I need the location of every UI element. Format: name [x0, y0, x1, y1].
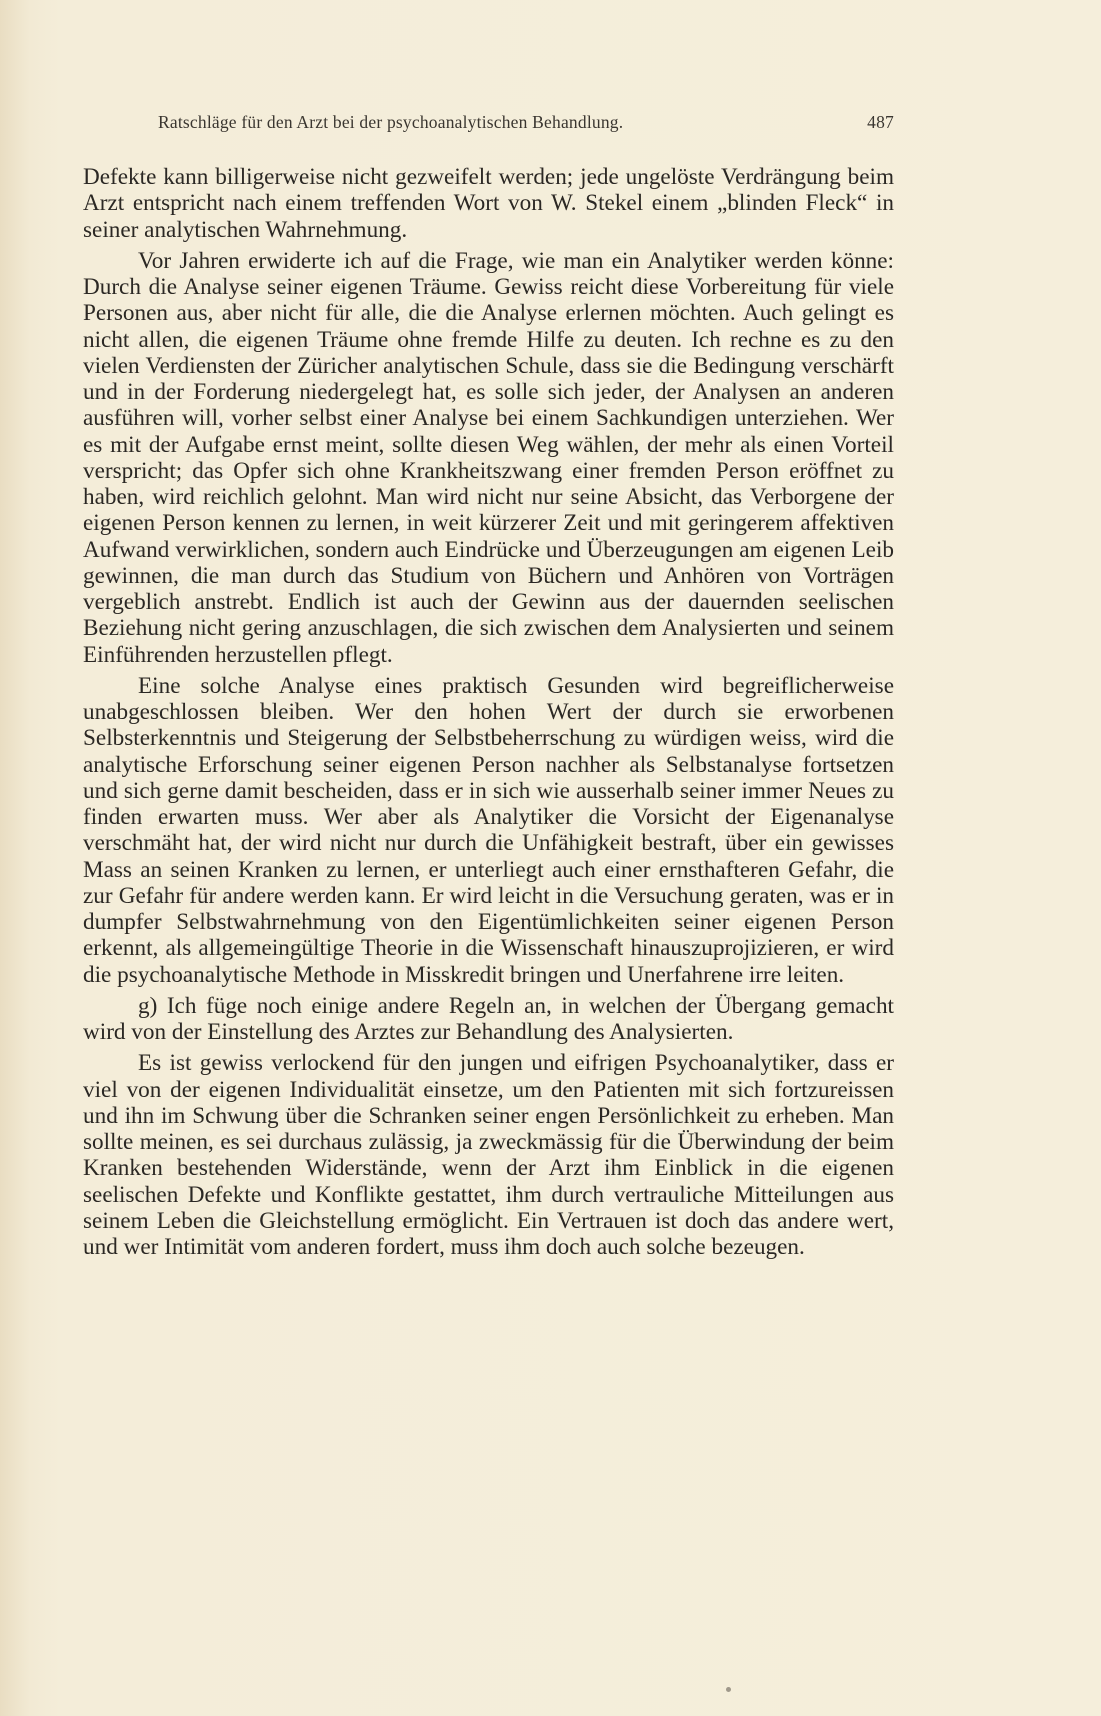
running-header: [158, 112, 894, 136]
body-text: [83, 164, 894, 1265]
paragraph-training-analysis: Vor Jahren erwiderte ich auf die Frage, wie man ein Analytiker werden könne: Durch die Analyse seiner eigenen Träume. Gewiss reicht diese Vorbereitung für viele Personen aus, aber nicht für alle, die die Analyse erlernen möchten. Auch gelingt es nicht allen, die eigenen Träume ohne fremde Hilfe zu deuten. Ich rechne es zu den vielen Verdiensten der Züricher analytischen Schule, dass sie die Bedingung verschärft und in der Forderung niedergelegt hat, es solle sich jeder, der Analysen an anderen ausführen will, vorher selbst einer Analyse bei einem Sachkundigen unterziehen. Wer es mit der Aufgabe ernst meint, sollte diesen Weg wählen, der mehr als einen Vorteil verspricht; das Opfer sich ohne Krankheitszwang einer fremden Person eröffnet zu haben, wird reichlich gelohnt. Man wird nicht nur seine Absicht, das Verborgene der eigenen Person kennen zu lernen, in weit kürzerer Zeit und mit geringerem affektiven Aufwand verwirklichen, sondern auch Eindrücke und Überzeugungen am eigenen Leib gewinnen, die man durch das Studium von Büchern und Anhören von Vorträgen vergeblich anstrebt. Endlich ist auch der Gewinn aus der dauernden seelischen Beziehung nicht gering anzuschlagen, die sich zwischen dem Analysierten und seinem Einführenden herzustellen pflegt.: [83, 247, 894, 668]
paragraph-individuality: Es ist gewiss verlockend für den jungen und eifrigen Psychoanalytiker, dass er viel von der eigenen Individualität einsetze, um den Patienten mit sich fortzureissen und ihn im Schwung über die Schranken seiner engen Persönlichkeit zu erheben. Man sollte meinen, es sei durchaus zulässig, ja zweckmässig für die Überwindung der beim Kranken bestehenden Widerstände, wenn der Arzt ihm Einblick in die eigenen seelischen Defekte und Konflikte gestattet, ihm durch vertrauliche Mitteilungen aus seinem Leben die Gleichstellung ermöglicht. Ein Vertrauen ist doch das andere wert, und wer Intimität vom anderen fordert, muss ihm doch auch solche bezeugen.: [83, 1050, 894, 1260]
paragraph-continuation: Defekte kann billigerweise nicht gezweifelt werden; jede ungelöste Verdrängung beim Arzt entspricht nach einem treffenden Wort von W. Stekel einem „blinden Fleck“ in seiner analytischen Wahrnehmung.: [83, 164, 894, 243]
paragraph-self-analysis: Eine solche Analyse eines praktisch Gesunden wird begreiflicherweise unabgeschlossen bleiben. Wer den hohen Wert der durch sie erworbenen Selbsterkenntnis und Steigerung der Selbstbeherrschung zu würdigen weiss, wird die analytische Erforschung seiner eigenen Person nachher als Selbstanalyse fortsetzen und sich gerne damit bescheiden, dass er in sich wie ausserhalb seiner immer Neues zu finden erwarten muss. Wer aber als Analytiker die Vorsicht der Eigenanalyse verschmäht hat, der wird nicht nur durch die Unfähigkeit bestraft, über ein gewisses Mass an seinen Kranken zu lernen, er unterliegt auch einer ernsthafteren Gefahr, die zur Gefahr für andere werden kann. Er wird leicht in die Versuchung geraten, was er in dumpfer Selbstwahrnehmung von den Eigentümlichkeiten seiner eigenen Person erkennt, als allgemeingültige Theorie in die Wissenschaft hinauszuprojizieren, er wird die psychoanalytische Methode in Misskredit bringen und Unerfahrene irre leiten.: [83, 672, 894, 988]
paper-speck: [726, 1687, 731, 1692]
page-number: 487: [867, 112, 894, 132]
paragraph-rule-g: g) Ich füge noch einige andere Regeln an, in welchen der Übergang gemacht wird von der Einstellung des Arztes zur Behandlung des Analysierten.: [83, 992, 894, 1045]
running-title: Ratschläge für den Arzt bei der psychoanalytischen Behandlung.: [158, 112, 624, 132]
